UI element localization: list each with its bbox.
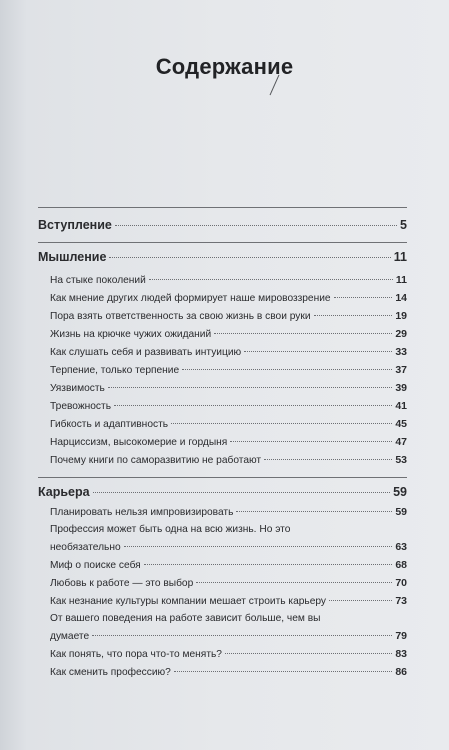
toc-item[interactable]: Как незнание культуры компании мешает строить карьеру 73	[50, 595, 407, 607]
toc-item[interactable]: Нарциссизм, высокомерие и гордыня 47	[50, 436, 407, 448]
toc-item[interactable]: Тревожность 41	[50, 400, 407, 412]
toc-item[interactable]: На стыке поколений 11	[50, 274, 407, 286]
toc-item[interactable]: Планировать нельзя импровизировать 59	[50, 506, 407, 518]
toc-item[interactable]: Любовь к работе — это выбор 70	[50, 577, 407, 589]
toc-heading[interactable]: Мышление 11	[38, 250, 407, 264]
leader-dots	[214, 333, 392, 334]
toc-item[interactable]: Жизнь на крючке чужих ожиданий 29	[50, 328, 407, 340]
leader-dots	[93, 492, 391, 493]
toc-item[interactable]: Как сменить профессию? 86	[50, 666, 407, 678]
toc-item[interactable]: Уязвимость 39	[50, 382, 407, 394]
toc-item[interactable]: Миф о поиске себя 68	[50, 559, 407, 571]
toc-heading[interactable]: Вступление 5	[38, 218, 407, 232]
page-title: Содержание	[155, 54, 294, 79]
leader-dots	[171, 423, 392, 424]
leader-dots	[149, 279, 393, 280]
leader-dots	[144, 564, 393, 565]
leader-dots	[109, 257, 390, 258]
leader-dots	[314, 315, 393, 316]
leader-dots	[230, 441, 392, 442]
leader-dots	[182, 369, 392, 370]
leader-dots	[124, 546, 393, 547]
leader-dots	[329, 600, 392, 601]
toc-item[interactable]: Как понять, что пора что-то менять? 83	[50, 648, 407, 660]
toc-item[interactable]: Почему книги по саморазвитию не работают 53	[50, 454, 407, 466]
toc-item-line1: Профессия может быть одна на всю жизнь. Но это	[50, 524, 291, 535]
toc-item[interactable]: Пора взять ответственность за свою жизнь в свои руки 19	[50, 310, 407, 322]
section-divider	[38, 207, 407, 208]
toc-item[interactable]: Гибкость и адаптивность 45	[50, 418, 407, 430]
toc-heading[interactable]: Карьера 59	[38, 485, 407, 499]
toc-item[interactable]: Как слушать себя и развивать интуицию 33	[50, 346, 407, 358]
leader-dots	[264, 459, 392, 460]
leader-dots	[244, 351, 392, 352]
leader-dots	[174, 671, 392, 672]
leader-dots	[108, 387, 392, 388]
leader-dots	[225, 653, 392, 654]
toc-item[interactable]: думаете 79	[50, 630, 407, 642]
toc-item[interactable]: Как мнение других людей формирует наше мировоззрение 14	[50, 292, 407, 304]
leader-dots	[196, 582, 392, 583]
section-divider	[38, 477, 407, 478]
leader-dots	[114, 405, 392, 406]
leader-dots	[92, 635, 392, 636]
toc-item-line1: От вашего поведения на работе зависит больше, чем вы	[50, 613, 321, 624]
leader-dots	[236, 511, 392, 512]
toc-item[interactable]: Терпение, только терпение 37	[50, 364, 407, 376]
leader-dots	[115, 225, 397, 226]
section-divider	[38, 242, 407, 243]
toc-item[interactable]: необязательно 63	[50, 541, 407, 553]
leader-dots	[334, 297, 393, 298]
